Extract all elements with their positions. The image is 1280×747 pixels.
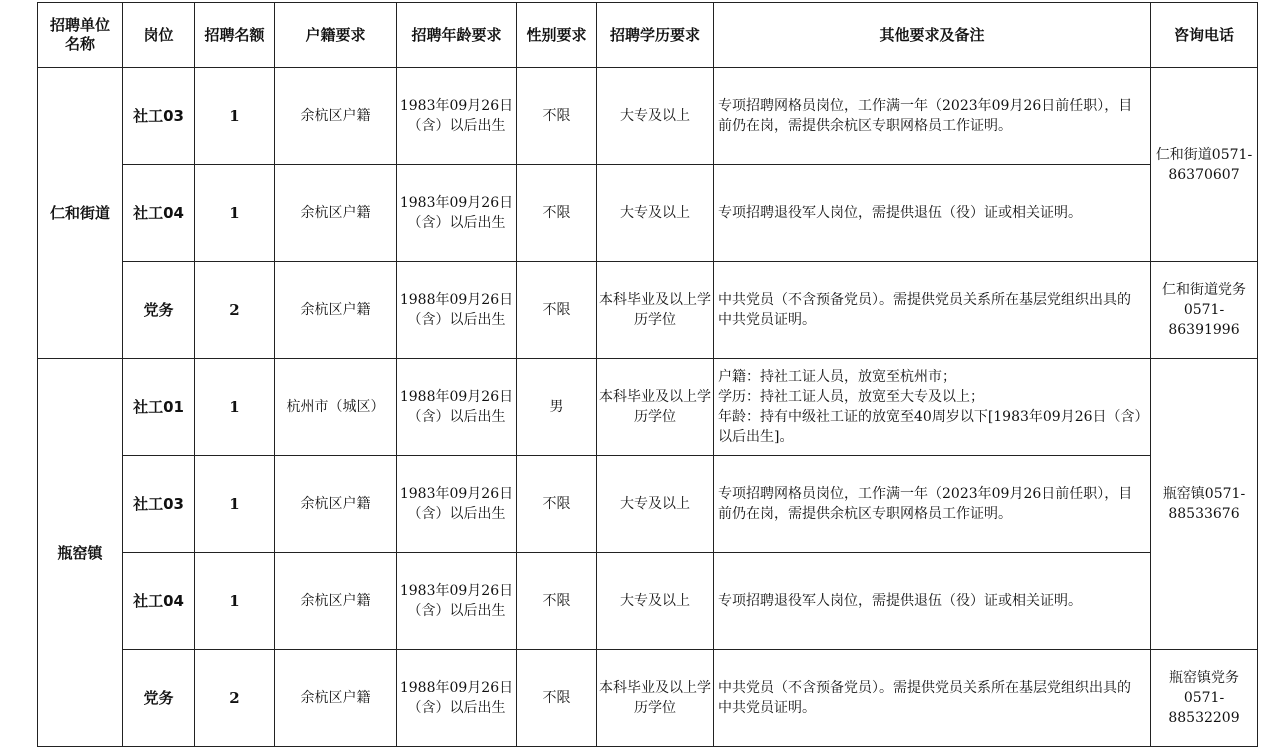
table-row (38, 68, 1258, 165)
header-notes: 其他要求及备注 (714, 3, 1151, 68)
age-cell: 1983年09月26日（含）以后出生 (397, 553, 517, 650)
position-cell: 社工03 (123, 68, 195, 165)
position-cell: 社工03 (123, 456, 195, 553)
gender-cell: 不限 (517, 262, 597, 359)
notes-cell (714, 553, 1151, 650)
education-cell: 本科毕业及以上学历学位 (597, 650, 714, 747)
header-phone: 咨询电话 (1151, 3, 1258, 68)
age-cell: 1988年09月26日（含）以后出生 (397, 650, 517, 747)
phone-cell: 瓶窑镇0571-88533676 (1151, 359, 1258, 650)
table-row (38, 262, 1258, 359)
notes-cell (714, 165, 1151, 262)
notes-cell (714, 650, 1151, 747)
hukou-cell: 余杭区户籍 (275, 165, 397, 262)
notes-cell (714, 456, 1151, 553)
count-cell: 1 (195, 553, 275, 650)
notes-line: 中共党员（不含预备党员）。需提供党员关系所在基层党组织出具的中共党员证明。 (718, 680, 1131, 716)
header-hukou: 户籍要求 (275, 3, 397, 68)
notes-line: 户籍：持社工证人员，放宽至杭州市； (718, 369, 956, 385)
hukou-cell: 余杭区户籍 (275, 68, 397, 165)
count-cell: 2 (195, 650, 275, 747)
count-cell: 1 (195, 68, 275, 165)
gender-cell: 不限 (517, 456, 597, 553)
header-count: 招聘名额 (195, 3, 275, 68)
notes-line: 中共党员（不含预备党员）。需提供党员关系所在基层党组织出具的中共党员证明。 (718, 292, 1131, 328)
header-position: 岗位 (123, 3, 195, 68)
hukou-cell: 余杭区户籍 (275, 650, 397, 747)
position-cell: 社工01 (123, 359, 195, 456)
table-row (38, 165, 1258, 262)
position-cell: 党务 (123, 650, 195, 747)
notes-cell (714, 359, 1151, 456)
hukou-cell: 余杭区户籍 (275, 553, 397, 650)
education-cell: 大专及以上 (597, 553, 714, 650)
header-education: 招聘学历要求 (597, 3, 714, 68)
position-cell: 社工04 (123, 553, 195, 650)
phone-cell: 仁和街道0571-86370607 (1151, 68, 1258, 262)
notes-line: 专项招聘网格员岗位，工作满一年（2023年09月26日前任职），目前仍在岗，需提供余杭区专职网格员工作证明。 (718, 98, 1133, 134)
notes-cell (714, 68, 1151, 165)
hukou-cell: 杭州市（城区） (275, 359, 397, 456)
age-cell: 1983年09月26日（含）以后出生 (397, 68, 517, 165)
phone-cell: 瓶窑镇党务0571-88532209 (1151, 650, 1258, 747)
notes-line: 专项招聘退役军人岗位，需提供退伍（役）证或相关证明。 (718, 593, 1082, 609)
position-cell: 党务 (123, 262, 195, 359)
header-gender: 性别要求 (517, 3, 597, 68)
recruitment-table (37, 2, 1258, 747)
gender-cell: 男 (517, 359, 597, 456)
notes-cell (714, 262, 1151, 359)
education-cell: 本科毕业及以上学历学位 (597, 262, 714, 359)
recruitment-table-sheet (37, 2, 1258, 747)
count-cell: 1 (195, 456, 275, 553)
count-cell: 1 (195, 359, 275, 456)
notes-line: 专项招聘退役军人岗位，需提供退伍（役）证或相关证明。 (718, 205, 1082, 221)
notes-line: 年龄：持有中级社工证的放宽至40周岁以下[1983年09月26日（含）以后出生]。 (718, 409, 1142, 445)
header-unit: 招聘单位名称 (38, 3, 123, 68)
count-cell: 1 (195, 165, 275, 262)
age-cell: 1983年09月26日（含）以后出生 (397, 456, 517, 553)
count-cell: 2 (195, 262, 275, 359)
education-cell: 大专及以上 (597, 68, 714, 165)
education-cell: 本科毕业及以上学历学位 (597, 359, 714, 456)
unit-cell: 仁和街道 (38, 68, 123, 359)
unit-cell: 瓶窑镇 (38, 359, 123, 747)
age-cell: 1988年09月26日（含）以后出生 (397, 262, 517, 359)
table-row (38, 359, 1258, 456)
position-cell: 社工04 (123, 165, 195, 262)
table-row (38, 650, 1258, 747)
education-cell: 大专及以上 (597, 456, 714, 553)
age-cell: 1988年09月26日（含）以后出生 (397, 359, 517, 456)
gender-cell: 不限 (517, 553, 597, 650)
header-age: 招聘年龄要求 (397, 3, 517, 68)
gender-cell: 不限 (517, 68, 597, 165)
phone-cell: 仁和街道党务0571-86391996 (1151, 262, 1258, 359)
age-cell: 1983年09月26日（含）以后出生 (397, 165, 517, 262)
notes-line: 学历：持社工证人员，放宽至大专及以上； (718, 389, 984, 405)
gender-cell: 不限 (517, 165, 597, 262)
table-row (38, 456, 1258, 553)
table-row (38, 553, 1258, 650)
header-row (38, 3, 1258, 68)
education-cell: 大专及以上 (597, 165, 714, 262)
hukou-cell: 余杭区户籍 (275, 456, 397, 553)
gender-cell: 不限 (517, 650, 597, 747)
notes-line: 专项招聘网格员岗位，工作满一年（2023年09月26日前任职），目前仍在岗，需提供余杭区专职网格员工作证明。 (718, 486, 1133, 522)
hukou-cell: 余杭区户籍 (275, 262, 397, 359)
